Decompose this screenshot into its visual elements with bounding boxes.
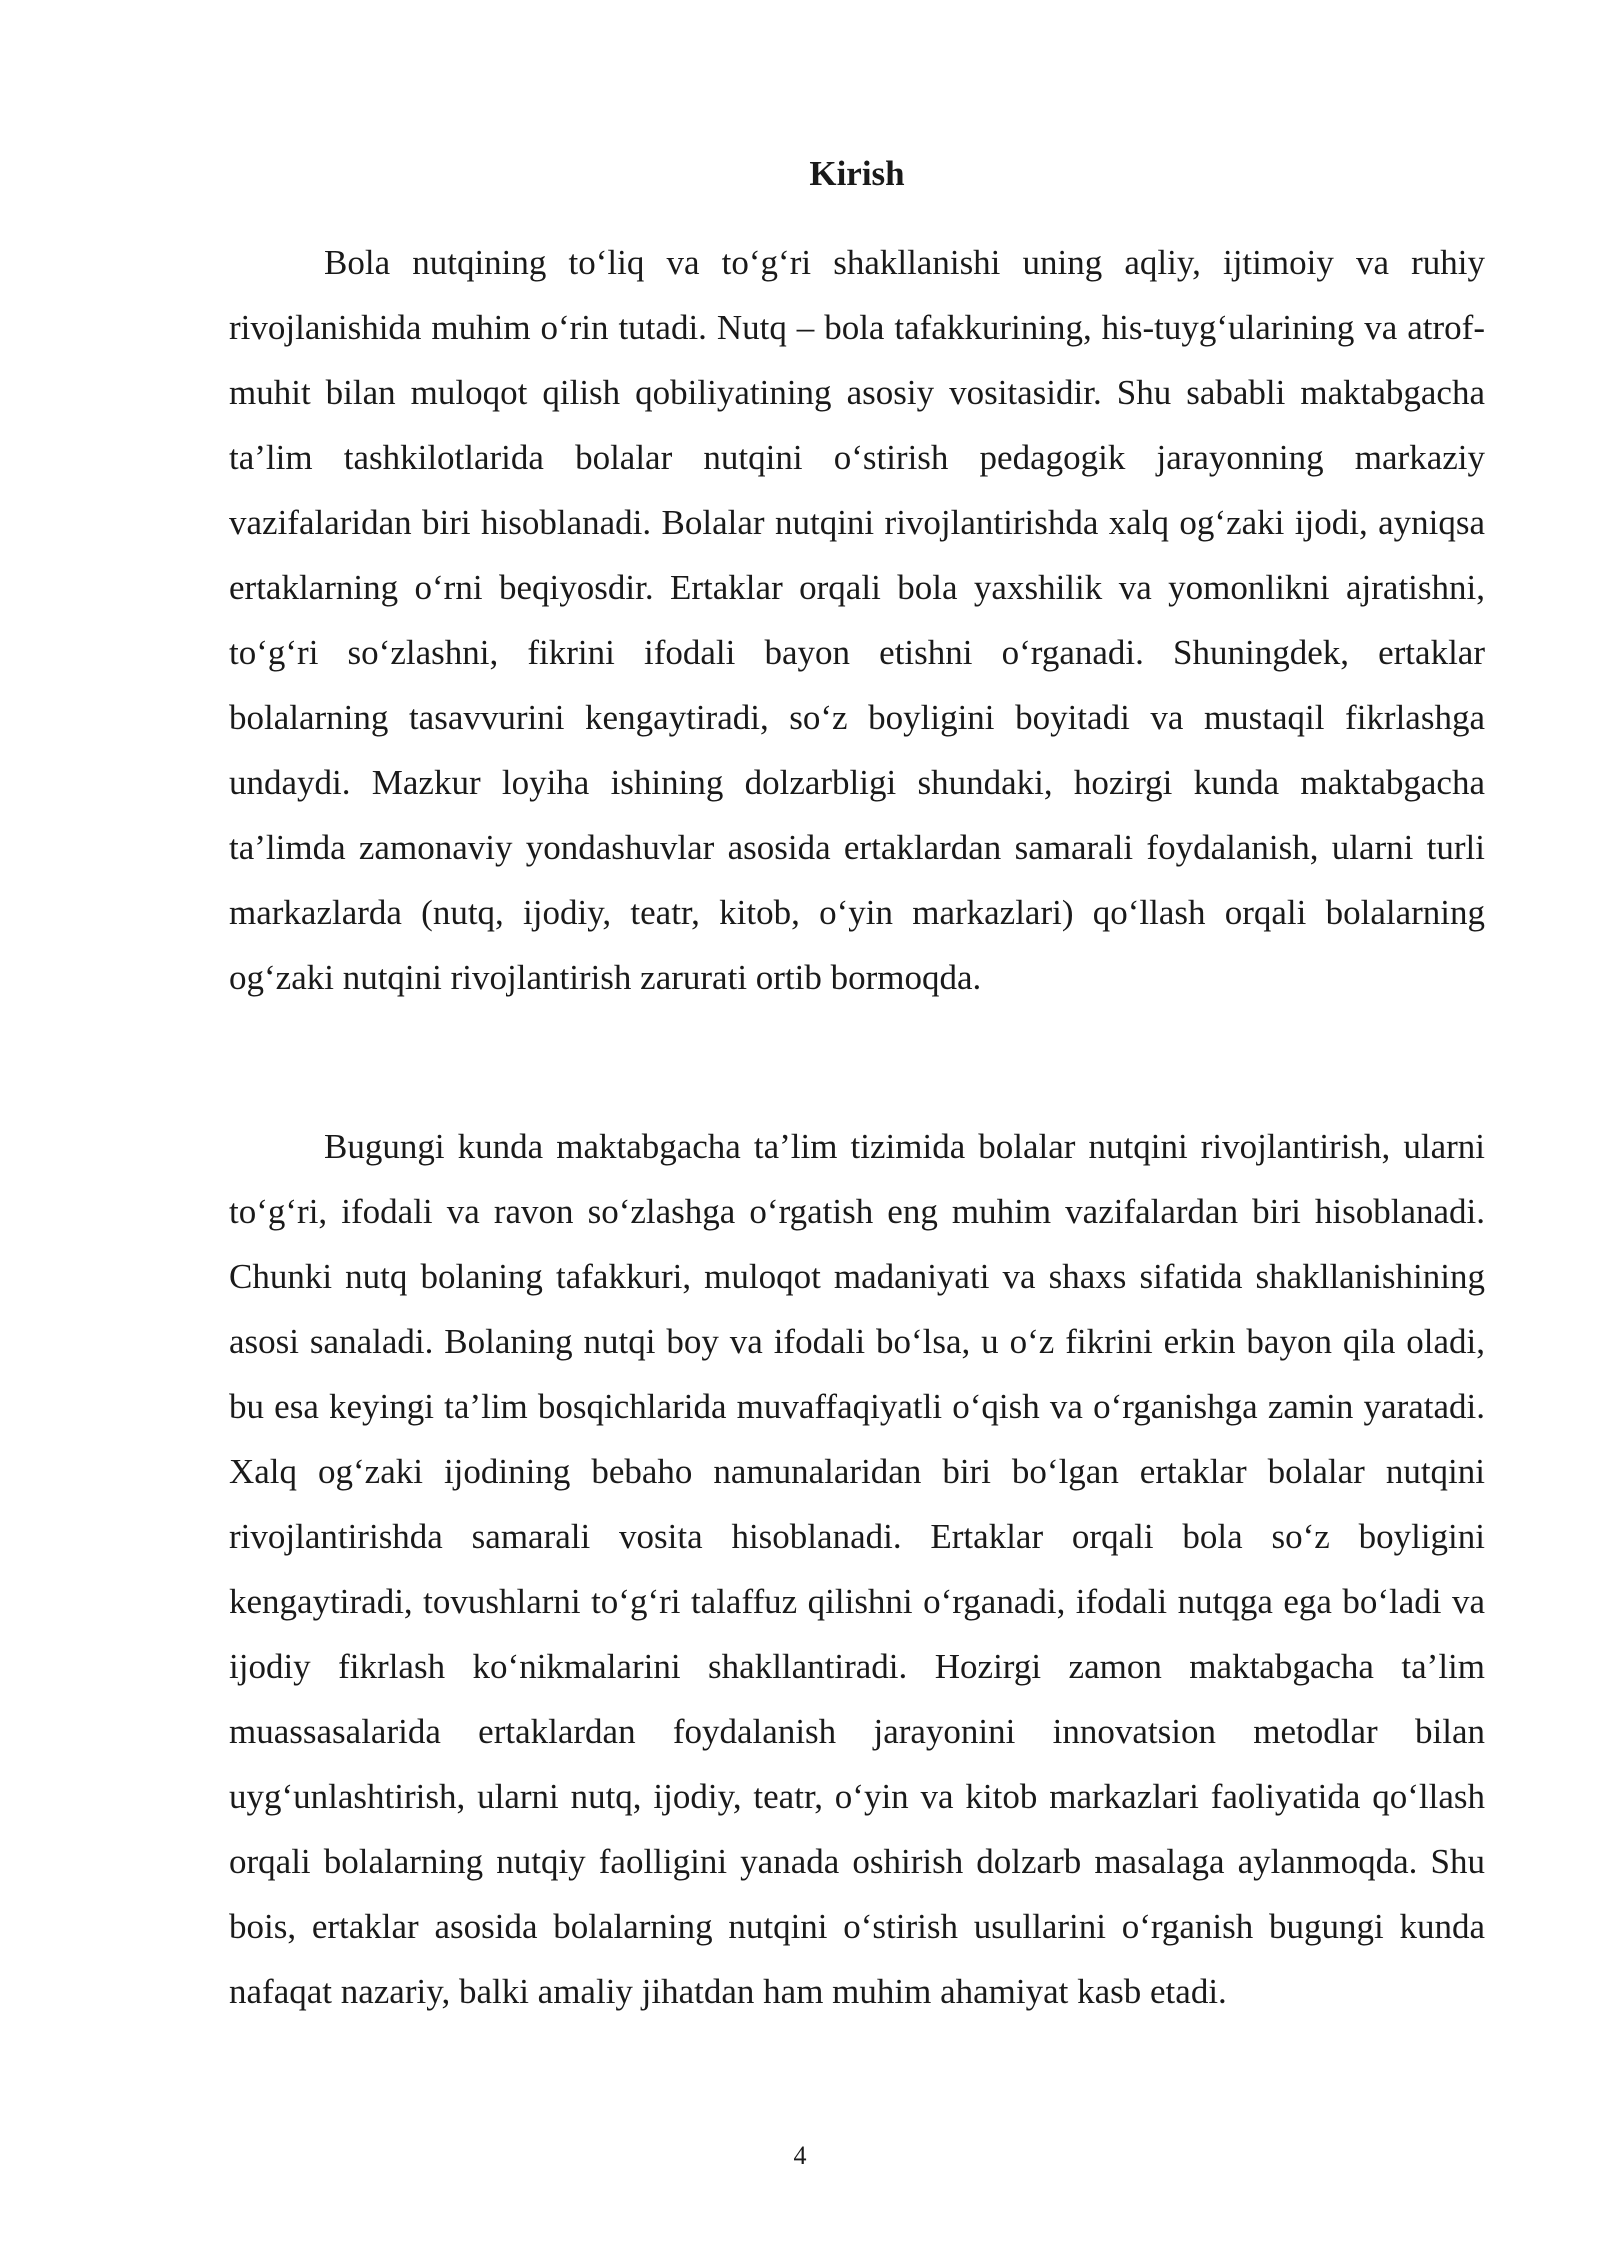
paragraph-2: Bugungi kunda maktabgacha ta’lim tizimida bolalar nutqini rivojlantirish, ularni to‘g‘ri, ifodali va ravon so‘zlashga o‘rgatish eng muhim vazifalardan biri hisoblanadi. Chunki nutq bolaning tafakkuri, muloqot madaniyati va shaxs sifatida shakllanishining asosi sanaladi. Bolaning nutqi boy va ifodali bo‘lsa, u o‘z fikrini erkin bayon qila oladi, bu esa keyingi ta’lim bosqichlarida muvaffaqiyatli o‘qish va o‘rganishga zamin yaratadi. Xalq og‘zaki ijodining bebaho namunalaridan biri bo‘lgan ertaklar bolalar nutqini rivojlantirishda samarali vosita hisoblanadi. Ertaklar orqali bola so‘z boyligini kengaytiradi, tovushlarni to‘g‘ri talaffuz qilishni o‘rganadi, ifodali nutqga ega bo‘ladi va ijodiy fikrlash ko‘nikmalarini shakllantiradi. Hozirgi zamon maktabgacha ta’lim muassasalarida ertaklardan foydalanish jarayonini innovatsion metodlar bilan uyg‘unlashtirish, ularni nutq, ijodiy, teatr, o‘yin va kitob markazlari faoliyatida qo‘llash orqali bolalarning nutqiy faolligini yanada oshirish dolzarb masalaga aylanmoqda. Shu bois, ertaklar asosida bolalarning nutqini o‘stirish usullarini o‘rganish bugungi kunda nafaqat nazariy, balki amaliy jihatdan ham muhim ahamiyat kasb etadi. [229, 1127, 1485, 2011]
section-title: Kirish [809, 154, 905, 193]
page-number: 4 [793, 2141, 807, 2170]
paragraph-1: Bola nutqining to‘liq va to‘g‘ri shakllanishi uning aqliy, ijtimoiy va ruhiy rivojlanishida muhim o‘rin tutadi. Nutq – bola tafakkurining, his-tuyg‘ularining va atrof-muhit bilan muloqot qilish qobiliyatining asosiy vositasidir. Shu sababli maktabgacha ta’lim tashkilotlarida bolalar nutqini o‘stirish pedagogik jarayonning markaziy vazifalaridan biri hisoblanadi. Bolalar nutqini rivojlantirishda xalq og‘zaki ijodi, ayniqsa ertaklarning o‘rni beqiyosdir. Ertaklar orqali bola yaxshilik va yomonlikni ajratishni, to‘g‘ri so‘zlashni, fikrini ifodali bayon etishni o‘rganadi. Shuningdek, ertaklar bolalarning tasavvurini kengaytiradi, so‘z boyligini boyitadi va mustaqil fikrlashga undaydi. Mazkur loyiha ishining dolzarbligi shundaki, hozirgi kunda maktabgacha ta’limda zamonaviy yondashuvlar asosida ertaklardan samarali foydalanish, ularni turli markazlarda (nutq, ijodiy, teatr, kitob, o‘yin markazlari) qo‘llash orqali bolalarning og‘zaki nutqini rivojlantirish zarurati ortib bormoqda. [229, 243, 1485, 997]
